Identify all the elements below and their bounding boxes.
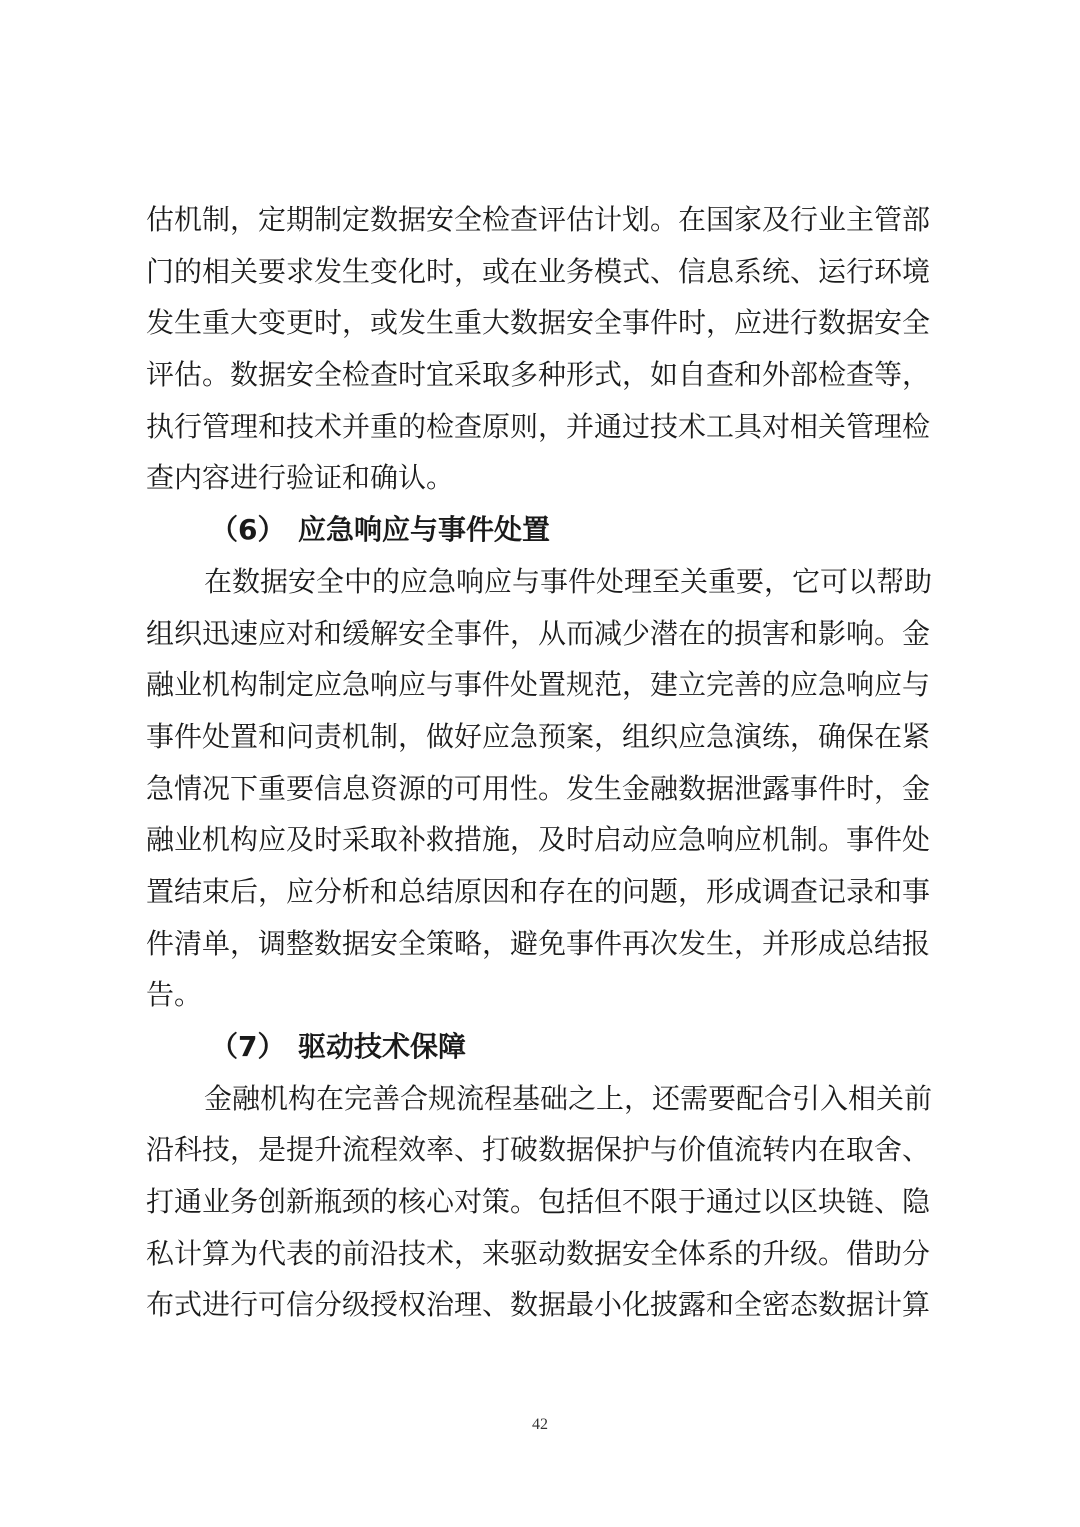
section-number: （7） (210, 1030, 286, 1063)
section-number: （6） (210, 513, 286, 547)
paragraph-line: 执行管理和技术并重的检查原则，并通过技术工具对相关管理检 (146, 409, 931, 443)
section-heading-7 (146, 1021, 946, 1073)
paragraph-line: 门的相关要求发生变化时，或在业务模式、信息系统、运行环境 (146, 254, 931, 288)
paragraph-line: 融业机构制定应急响应与事件处置规范，建立完善的应急响应与 (146, 668, 931, 702)
page-number: 42 (532, 1416, 548, 1433)
paragraph-line: 组织迅速应对和缓解安全事件，从而减少潜在的损害和影响。金 (146, 616, 931, 650)
paragraph-line: 融业机构应及时采取补救措施，及时启动应急响应机制。事件处 (146, 823, 931, 857)
paragraph-line: 急情况下重要信息资源的可用性。发生金融数据泄露事件时，金 (146, 771, 931, 805)
paragraph-line: 查内容进行验证和确认。 (146, 461, 455, 495)
paragraph-line: 置结束后，应分析和总结原因和存在的问题，形成调查记录和事 (146, 874, 931, 908)
paragraph-line: 事件处置和问责机制，做好应急预案，组织应急演练，确保在紧 (146, 719, 931, 753)
paragraph-line: 沿科技，是提升流程效率、打破数据保护与价值流转内在取舍、 (146, 1133, 931, 1167)
paragraph-line: 布式进行可信分级授权治理、数据最小化披露和全密态数据计算 (146, 1288, 931, 1322)
section-heading-6 (146, 504, 946, 556)
paragraph-line: 评估。数据安全检查时宜采取多种形式，如自查和外部检查等， (146, 358, 931, 392)
paragraph-line: 私计算为代表的前沿技术，来驱动数据安全体系的升级。借助分 (146, 1236, 931, 1270)
paragraph-line: 告。 (146, 978, 203, 1012)
paragraph-line: 打通业务创新瓶颈的核心对策。包括但不限于通过以区块链、隐 (146, 1185, 931, 1219)
page-body (146, 194, 946, 1331)
section-title: 应急响应与事件处置 (298, 513, 551, 547)
paragraph-line: 在数据安全中的应急响应与事件处理至关重要，它可以帮助 (204, 564, 933, 598)
paragraph-line: 金融机构在完善合规流程基础之上，还需要配合引入相关前 (204, 1081, 933, 1115)
paragraph-line: 件清单，调整数据安全策略，避免事件再次发生，并形成总结报 (146, 926, 931, 960)
paragraph-line: 估机制，定期制定数据安全检查评估计划。在国家及行业主管部 (146, 203, 931, 236)
section-title: 驱动技术保障 (298, 1030, 467, 1063)
paragraph-line: 发生重大变更时，或发生重大数据安全事件时，应进行数据安全 (146, 306, 931, 340)
